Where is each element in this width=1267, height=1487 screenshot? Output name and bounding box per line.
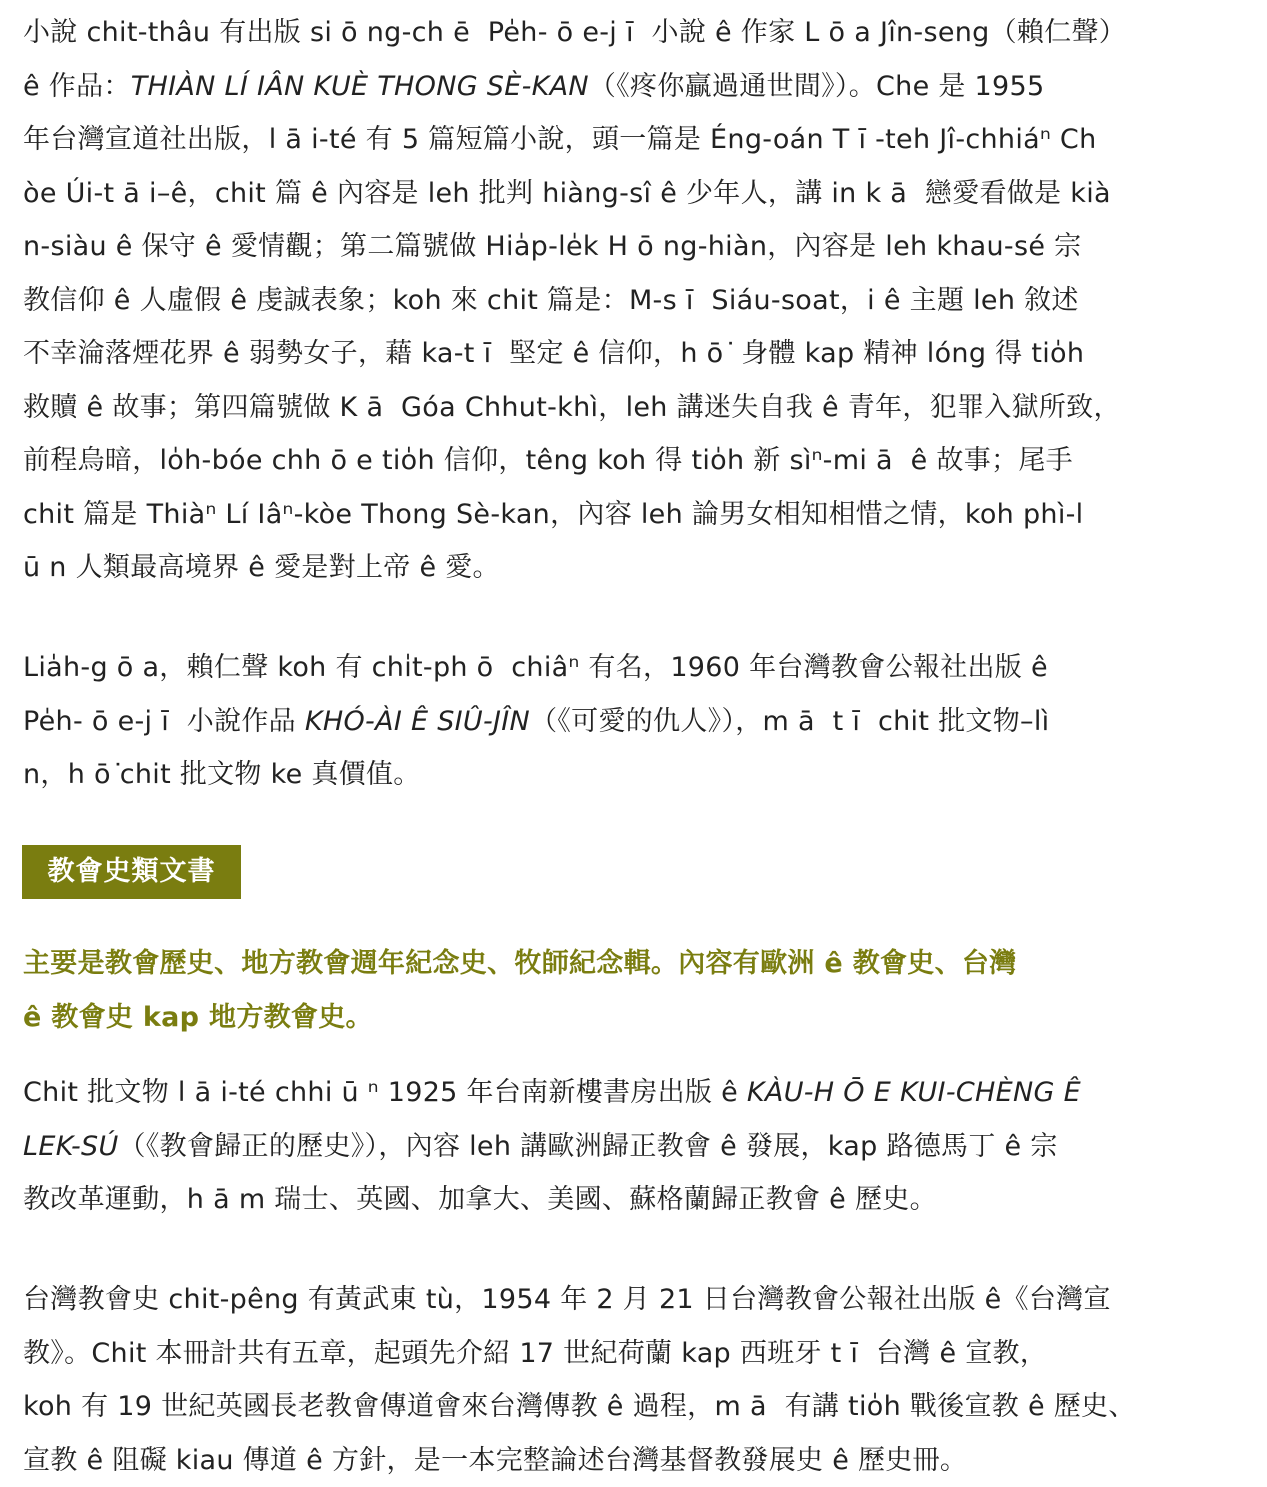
text-line: òe Úi-t ā i–ê，chit 篇 ê 內容是 leh 批判 hiàng-sî ê 少年人，講 in k ā 戀愛看做是 kià [23, 167, 1248, 221]
text-line: LEK-SÚ（《教會歸正的歷史》），內容 leh 講歐洲歸正教會 ê 發展，kap 路德馬丁 ê 宗 [23, 1120, 1248, 1174]
text-line: ê 作品：THIÀN LÍ IÂN KUÈ THONG SÈ-KAN（《疼你贏過通世間》）。Che 是 1955 [23, 60, 1248, 114]
text-line: 救贖 ê 故事；第四篇號做 K ā Góa Chhut-khì，leh 講迷失自我 ê 青年，犯罪入獄所致， [23, 381, 1248, 435]
novel-paragraph-2 [23, 641, 1248, 802]
text-line: 教改革運動，h ā m 瑞士、英國、加拿大、美國、蘇格蘭歸正教會 ê 歷史。 [23, 1173, 1248, 1227]
text-line: Lia̍h-g ō a，賴仁聲 koh 有 chi̍t-ph ō chiâⁿ 有名，1960 年台灣教會公報社出版 ê [23, 641, 1248, 695]
text-line: 宣教 ê 阻礙 kiau 傳道 ê 方針，是一本完整論述台灣基督教發展史 ê 歷史冊。 [23, 1434, 1248, 1487]
text-line: koh 有 19 世紀英國長老教會傳道會來台灣傳教 ê 過程，m ā 有講 tio̍h 戰後宣教 ê 歷史、 [23, 1380, 1248, 1434]
text-line: ū n 人類最高境界 ê 愛是對上帝 ê 愛。 [23, 541, 1248, 595]
text-line: 台灣教會史 chit-pêng 有黃武東 tù，1954 年 2 月 21 日台灣教會公報社出版 ê《台灣宣 [23, 1273, 1248, 1327]
church-history-paragraph-2 [23, 1273, 1248, 1487]
text-line: 小說 chit-thâu 有出版 si ō ng-ch ē Pe̍h- ō e-j ī 小說 ê 作家 L ō a Jîn-seng（賴仁聲） [23, 6, 1248, 60]
novel-paragraph [23, 6, 1248, 595]
text-line: n，h ō ͘chit 批文物 ke 真價值。 [23, 748, 1248, 802]
section-summary [23, 937, 1248, 1044]
text-line: n-siàu ê 保守 ê 愛情觀；第二篇號做 Hia̍p-le̍k H ō ng-hiàn，內容是 leh khau-sé 宗 [23, 220, 1248, 274]
text-line: 教信仰 ê 人虛假 ê 虔誠表象；koh 來 chit 篇是：M-s ī Siáu-soat，i ê 主題 leh 敘述 [23, 274, 1248, 328]
text-line: 前程烏暗，lo̍h-bóe chh ō e tio̍h 信仰，têng koh 得 tio̍h 新 sìⁿ-mi ā ê 故事；尾手 [23, 434, 1248, 488]
text-line: 年台灣宣道社出版，l ā i-té 有 5 篇短篇小說，頭一篇是 Éng-oán T ī -teh Jî-chhiáⁿ Ch [23, 113, 1248, 167]
summary-line: ê 教會史 kap 地方教會史。 [23, 991, 1248, 1045]
book-title: LEK-SÚ [23, 1131, 119, 1162]
text-line: chit 篇是 Thiàⁿ Lí Iâⁿ-kòe Thong Sè-kan，內容 leh 論男女相知相惜之情，koh phì-l [23, 488, 1248, 542]
text-line: 教》。Chit 本冊計共有五章，起頭先介紹 17 世紀荷蘭 kap 西班牙 t ī 台灣 ê 宣教， [23, 1327, 1248, 1381]
text-line: Chit 批文物 l ā i-té chhi ū ⁿ 1925 年台南新樓書房出版 ê KÀU-H Ō E KUI-CHÈNG Ê [23, 1066, 1248, 1120]
book-title: KÀU-H Ō E KUI-CHÈNG Ê [747, 1077, 1081, 1108]
text-line: Pe̍h- ō e-j ī 小說作品 KHÓ-ÀI Ê SIÛ-JÎN（《可愛的仇人》），m ā t ī chit 批文物–lì [23, 695, 1248, 749]
section-heading: 教會史類文書 [22, 845, 241, 899]
text-line: 不幸淪落煙花界 ê 弱勢女子，藉 ka-t ī 堅定 ê 信仰，h ō ͘ 身體 kap 精神 lóng 得 tio̍h [23, 327, 1248, 381]
church-history-paragraph [23, 1066, 1248, 1227]
book-title: KHÓ-ÀI Ê SIÛ-JÎN [305, 706, 530, 737]
book-title: THIÀN LÍ IÂN KUÈ THONG SÈ-KAN [131, 71, 589, 102]
summary-line: 主要是教會歷史、地方教會週年紀念史、牧師紀念輯。內容有歐洲 ê 教會史、台灣 [23, 937, 1248, 991]
